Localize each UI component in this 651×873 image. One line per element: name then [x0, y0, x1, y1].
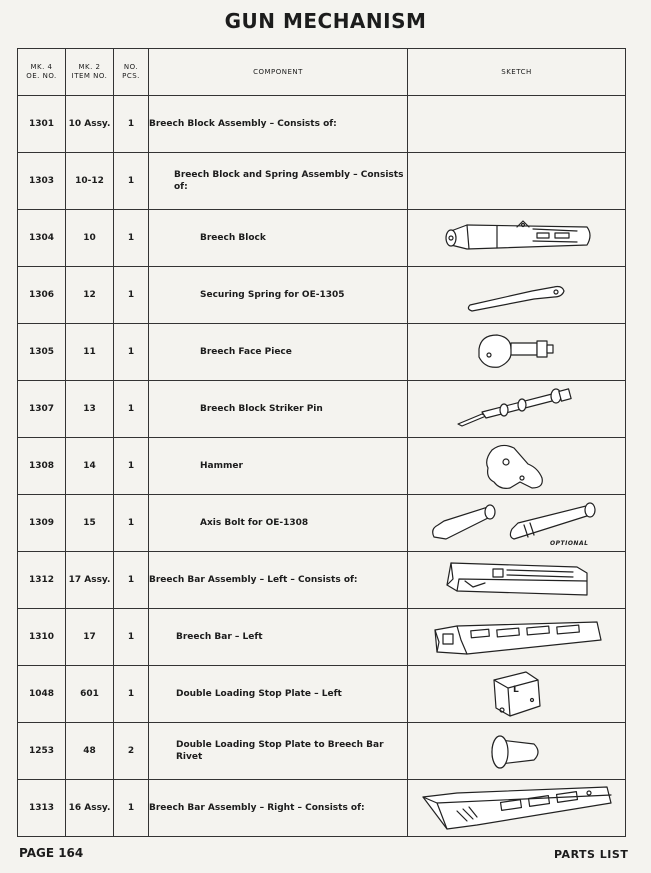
- header-item-no: MK. 2 ITEM NO.: [66, 49, 114, 96]
- component-name: Breech Face Piece: [149, 324, 408, 381]
- header-sketch: SKETCH: [408, 49, 626, 96]
- component-name: Breech Block Assembly – Consists of:: [149, 96, 408, 153]
- oe-number: 1304: [18, 210, 66, 267]
- oe-number: 1305: [18, 324, 66, 381]
- component-name: Double Loading Stop Plate – Left: [149, 666, 408, 723]
- piece-count: 1: [114, 324, 149, 381]
- item-number: 13: [66, 381, 114, 438]
- oe-number: 1313: [18, 780, 66, 837]
- component-name: Hammer: [149, 438, 408, 495]
- hammer-sketch: [408, 438, 626, 495]
- table-row: [18, 666, 626, 723]
- component-name: Securing Spring for OE-1305: [149, 267, 408, 324]
- table-row: [18, 96, 626, 153]
- component-name: Breech Block Striker Pin: [149, 381, 408, 438]
- optional-note: OPTIONAL: [549, 540, 588, 547]
- piece-count: 1: [114, 666, 149, 723]
- page-title: GUN MECHANISM: [224, 9, 427, 33]
- rivet-sketch: [408, 723, 626, 780]
- item-number: 15: [66, 495, 114, 552]
- item-number: 48: [66, 723, 114, 780]
- oe-number: 1303: [18, 153, 66, 210]
- oe-number: 1253: [18, 723, 66, 780]
- parts-table: [17, 48, 626, 837]
- piece-count: 1: [114, 609, 149, 666]
- header-component: COMPONENT: [149, 49, 408, 96]
- header-pcs: NO. PCS.: [114, 49, 149, 96]
- oe-number: 1310: [18, 609, 66, 666]
- stop-plate-sketch: [408, 666, 626, 723]
- oe-number: 1301: [18, 96, 66, 153]
- oe-number: 1309: [18, 495, 66, 552]
- breech-bar-assembly-left-sketch: [408, 552, 626, 609]
- table-row: [18, 609, 626, 666]
- sketch-empty: [408, 96, 626, 153]
- header-oe-no: MK. 4 OE. NO.: [18, 49, 66, 96]
- piece-count: 1: [114, 267, 149, 324]
- table-row: [18, 267, 626, 324]
- stop-plate-letter: L: [512, 685, 519, 695]
- table-row: [18, 381, 626, 438]
- breech-bar-left-sketch: [408, 609, 626, 666]
- item-number: 10: [66, 210, 114, 267]
- item-number: 10-12: [66, 153, 114, 210]
- breech-bar-assembly-right-sketch: [408, 780, 626, 837]
- item-number: 16 Assy.: [66, 780, 114, 837]
- axis-bolt-sketch: [408, 495, 626, 552]
- table-row: [18, 723, 626, 780]
- item-number: 17: [66, 609, 114, 666]
- item-number: 11: [66, 324, 114, 381]
- breech-face-piece-sketch: [408, 324, 626, 381]
- oe-number: 1306: [18, 267, 66, 324]
- table-row: [18, 552, 626, 609]
- table-row: [18, 324, 626, 381]
- breech-block-sketch: [408, 210, 626, 267]
- piece-count: 1: [114, 381, 149, 438]
- component-name: Breech Block: [149, 210, 408, 267]
- oe-number: 1307: [18, 381, 66, 438]
- piece-count: 1: [114, 96, 149, 153]
- component-name: Breech Bar Assembly – Right – Consists of:: [149, 780, 408, 837]
- component-name: Double Loading Stop Plate to Breech Bar Rivet: [149, 723, 408, 780]
- piece-count: 1: [114, 552, 149, 609]
- item-number: 10 Assy.: [66, 96, 114, 153]
- piece-count: 1: [114, 153, 149, 210]
- page-number: PAGE 164: [19, 846, 84, 860]
- item-number: 12: [66, 267, 114, 324]
- piece-count: 1: [114, 210, 149, 267]
- piece-count: 1: [114, 438, 149, 495]
- sketch-empty: [408, 153, 626, 210]
- table-row: [18, 495, 626, 552]
- piece-count: 1: [114, 780, 149, 837]
- securing-spring-sketch: [408, 267, 626, 324]
- item-number: 601: [66, 666, 114, 723]
- item-number: 14: [66, 438, 114, 495]
- component-name: Breech Bar Assembly – Left – Consists of:: [149, 552, 408, 609]
- oe-number: 1048: [18, 666, 66, 723]
- table-row: [18, 780, 626, 837]
- oe-number: 1308: [18, 438, 66, 495]
- piece-count: 1: [114, 495, 149, 552]
- section-label: PARTS LIST: [554, 848, 629, 861]
- header-row: [18, 49, 626, 96]
- table-row: [18, 153, 626, 210]
- item-number: 17 Assy.: [66, 552, 114, 609]
- component-name: Breech Bar – Left: [149, 609, 408, 666]
- table-row: [18, 210, 626, 267]
- component-name: Breech Block and Spring Assembly – Consists of:: [149, 153, 408, 210]
- striker-pin-sketch: [408, 381, 626, 438]
- component-name: Axis Bolt for OE-1308: [149, 495, 408, 552]
- table-row: [18, 438, 626, 495]
- oe-number: 1312: [18, 552, 66, 609]
- piece-count: 2: [114, 723, 149, 780]
